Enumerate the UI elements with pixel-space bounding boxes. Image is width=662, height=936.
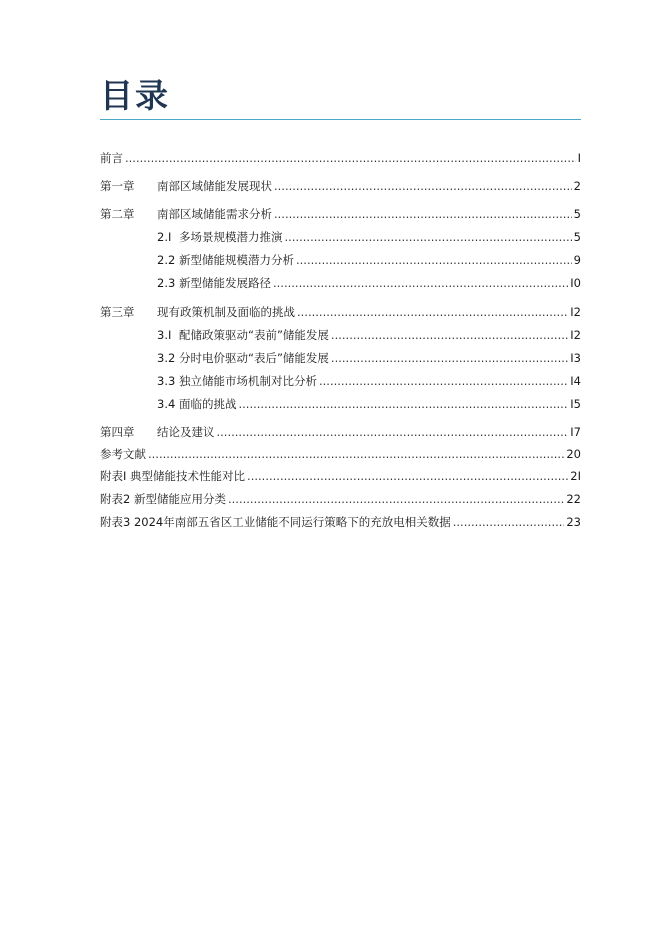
chapter-number: 第四章	[100, 425, 135, 439]
chapter-number: 第一章	[100, 179, 135, 193]
toc-entry-appendix-2[interactable]	[100, 490, 581, 508]
section-number: 2.3	[157, 276, 176, 290]
toc-entry-section-3-1[interactable]	[157, 326, 581, 344]
section-number: 3.I	[157, 328, 172, 342]
toc-page-number: 2I	[570, 469, 581, 483]
dot-leader	[148, 445, 564, 463]
dot-leader	[296, 251, 572, 269]
toc-entry-section-2-1[interactable]	[157, 228, 581, 246]
toc-page-number: 5	[573, 207, 581, 221]
toc-page-number: I4	[570, 374, 581, 388]
heading-divider	[100, 119, 581, 120]
toc-entry-label: 南部区域储能需求分析	[157, 207, 272, 221]
toc-entry-label: 前言	[100, 151, 123, 165]
toc-page-number: I3	[570, 351, 581, 365]
dot-leader	[285, 228, 572, 246]
dot-leader	[228, 490, 564, 508]
toc-entry-section-3-3[interactable]	[157, 372, 581, 390]
toc-page-number: 9	[573, 253, 581, 267]
toc-page-number: 20	[566, 447, 581, 461]
toc-entry-section-3-2[interactable]	[157, 349, 581, 367]
dot-leader	[239, 395, 569, 413]
dot-leader	[217, 423, 569, 441]
toc-entry-label: 现有政策机制及面临的挑战	[157, 305, 295, 319]
section-number: 2.2	[157, 253, 176, 267]
dot-leader	[274, 177, 572, 195]
toc-entry-chapter-1[interactable]	[100, 177, 581, 195]
toc-heading: 目录	[100, 76, 170, 115]
toc-page-number: I2	[570, 305, 581, 319]
toc-entry-chapter-4[interactable]	[100, 423, 581, 441]
toc-entry-appendix-3[interactable]	[100, 513, 581, 531]
toc-page-number: I2	[570, 328, 581, 342]
section-number: 3.2	[157, 351, 176, 365]
section-number: 2.I	[157, 230, 172, 244]
toc-page-number: 22	[566, 492, 581, 506]
toc-entry-label: 附表I 典型储能技术性能对比	[100, 469, 246, 483]
toc-page-number: 23	[566, 515, 581, 529]
chapter-number: 第三章	[100, 305, 135, 319]
toc-page-number: I7	[570, 425, 581, 439]
toc-entry-label: 新型储能发展路径	[179, 276, 271, 290]
dot-leader	[247, 467, 568, 485]
toc-page-number: 5	[573, 230, 581, 244]
dot-leader	[331, 326, 568, 344]
dot-leader	[453, 513, 565, 531]
dot-leader	[297, 303, 568, 321]
toc-entry-section-2-2[interactable]	[157, 251, 581, 269]
toc-entry-label: 南部区域储能发展现状	[157, 179, 272, 193]
toc-entry-label: 多场景规模潜力推演	[179, 230, 283, 244]
toc-page-number: I5	[570, 397, 581, 411]
toc-entry-chapter-2[interactable]	[100, 205, 581, 223]
dot-leader	[273, 274, 568, 292]
toc-page-number: I	[577, 151, 581, 165]
toc-entry-label: 附表2 新型储能应用分类	[100, 492, 226, 506]
section-number: 3.4	[157, 397, 176, 411]
toc-entry-label: 面临的挑战	[179, 397, 237, 411]
toc-entry-preface[interactable]	[100, 149, 581, 167]
dot-leader	[125, 149, 576, 167]
toc-entry-appendix-1[interactable]	[100, 467, 581, 485]
toc-page-number: I0	[570, 276, 581, 290]
dot-leader	[331, 349, 568, 367]
toc-entry-references[interactable]	[100, 445, 581, 463]
toc-entry-label: 附表3 2024年南部五省区工业储能不同运行策略下的充放电相关数据	[100, 515, 451, 529]
toc-entry-label: 参考文献	[100, 447, 146, 461]
toc-entry-chapter-3[interactable]	[100, 303, 581, 321]
toc-entry-section-2-3[interactable]	[157, 274, 581, 292]
toc-entry-section-3-4[interactable]	[157, 395, 581, 413]
chapter-number: 第二章	[100, 207, 135, 221]
toc-entry-label: 新型储能规模潜力分析	[179, 253, 294, 267]
dot-leader	[319, 372, 568, 390]
toc-entry-label: 配储政策驱动“表前”储能发展	[179, 328, 329, 342]
toc-entry-label: 结论及建议	[157, 425, 215, 439]
toc-entry-label: 独立储能市场机制对比分析	[179, 374, 317, 388]
dot-leader	[274, 205, 572, 223]
toc-entry-label: 分时电价驱动“表后”储能发展	[179, 351, 329, 365]
section-number: 3.3	[157, 374, 176, 388]
toc-page-number: 2	[573, 179, 581, 193]
